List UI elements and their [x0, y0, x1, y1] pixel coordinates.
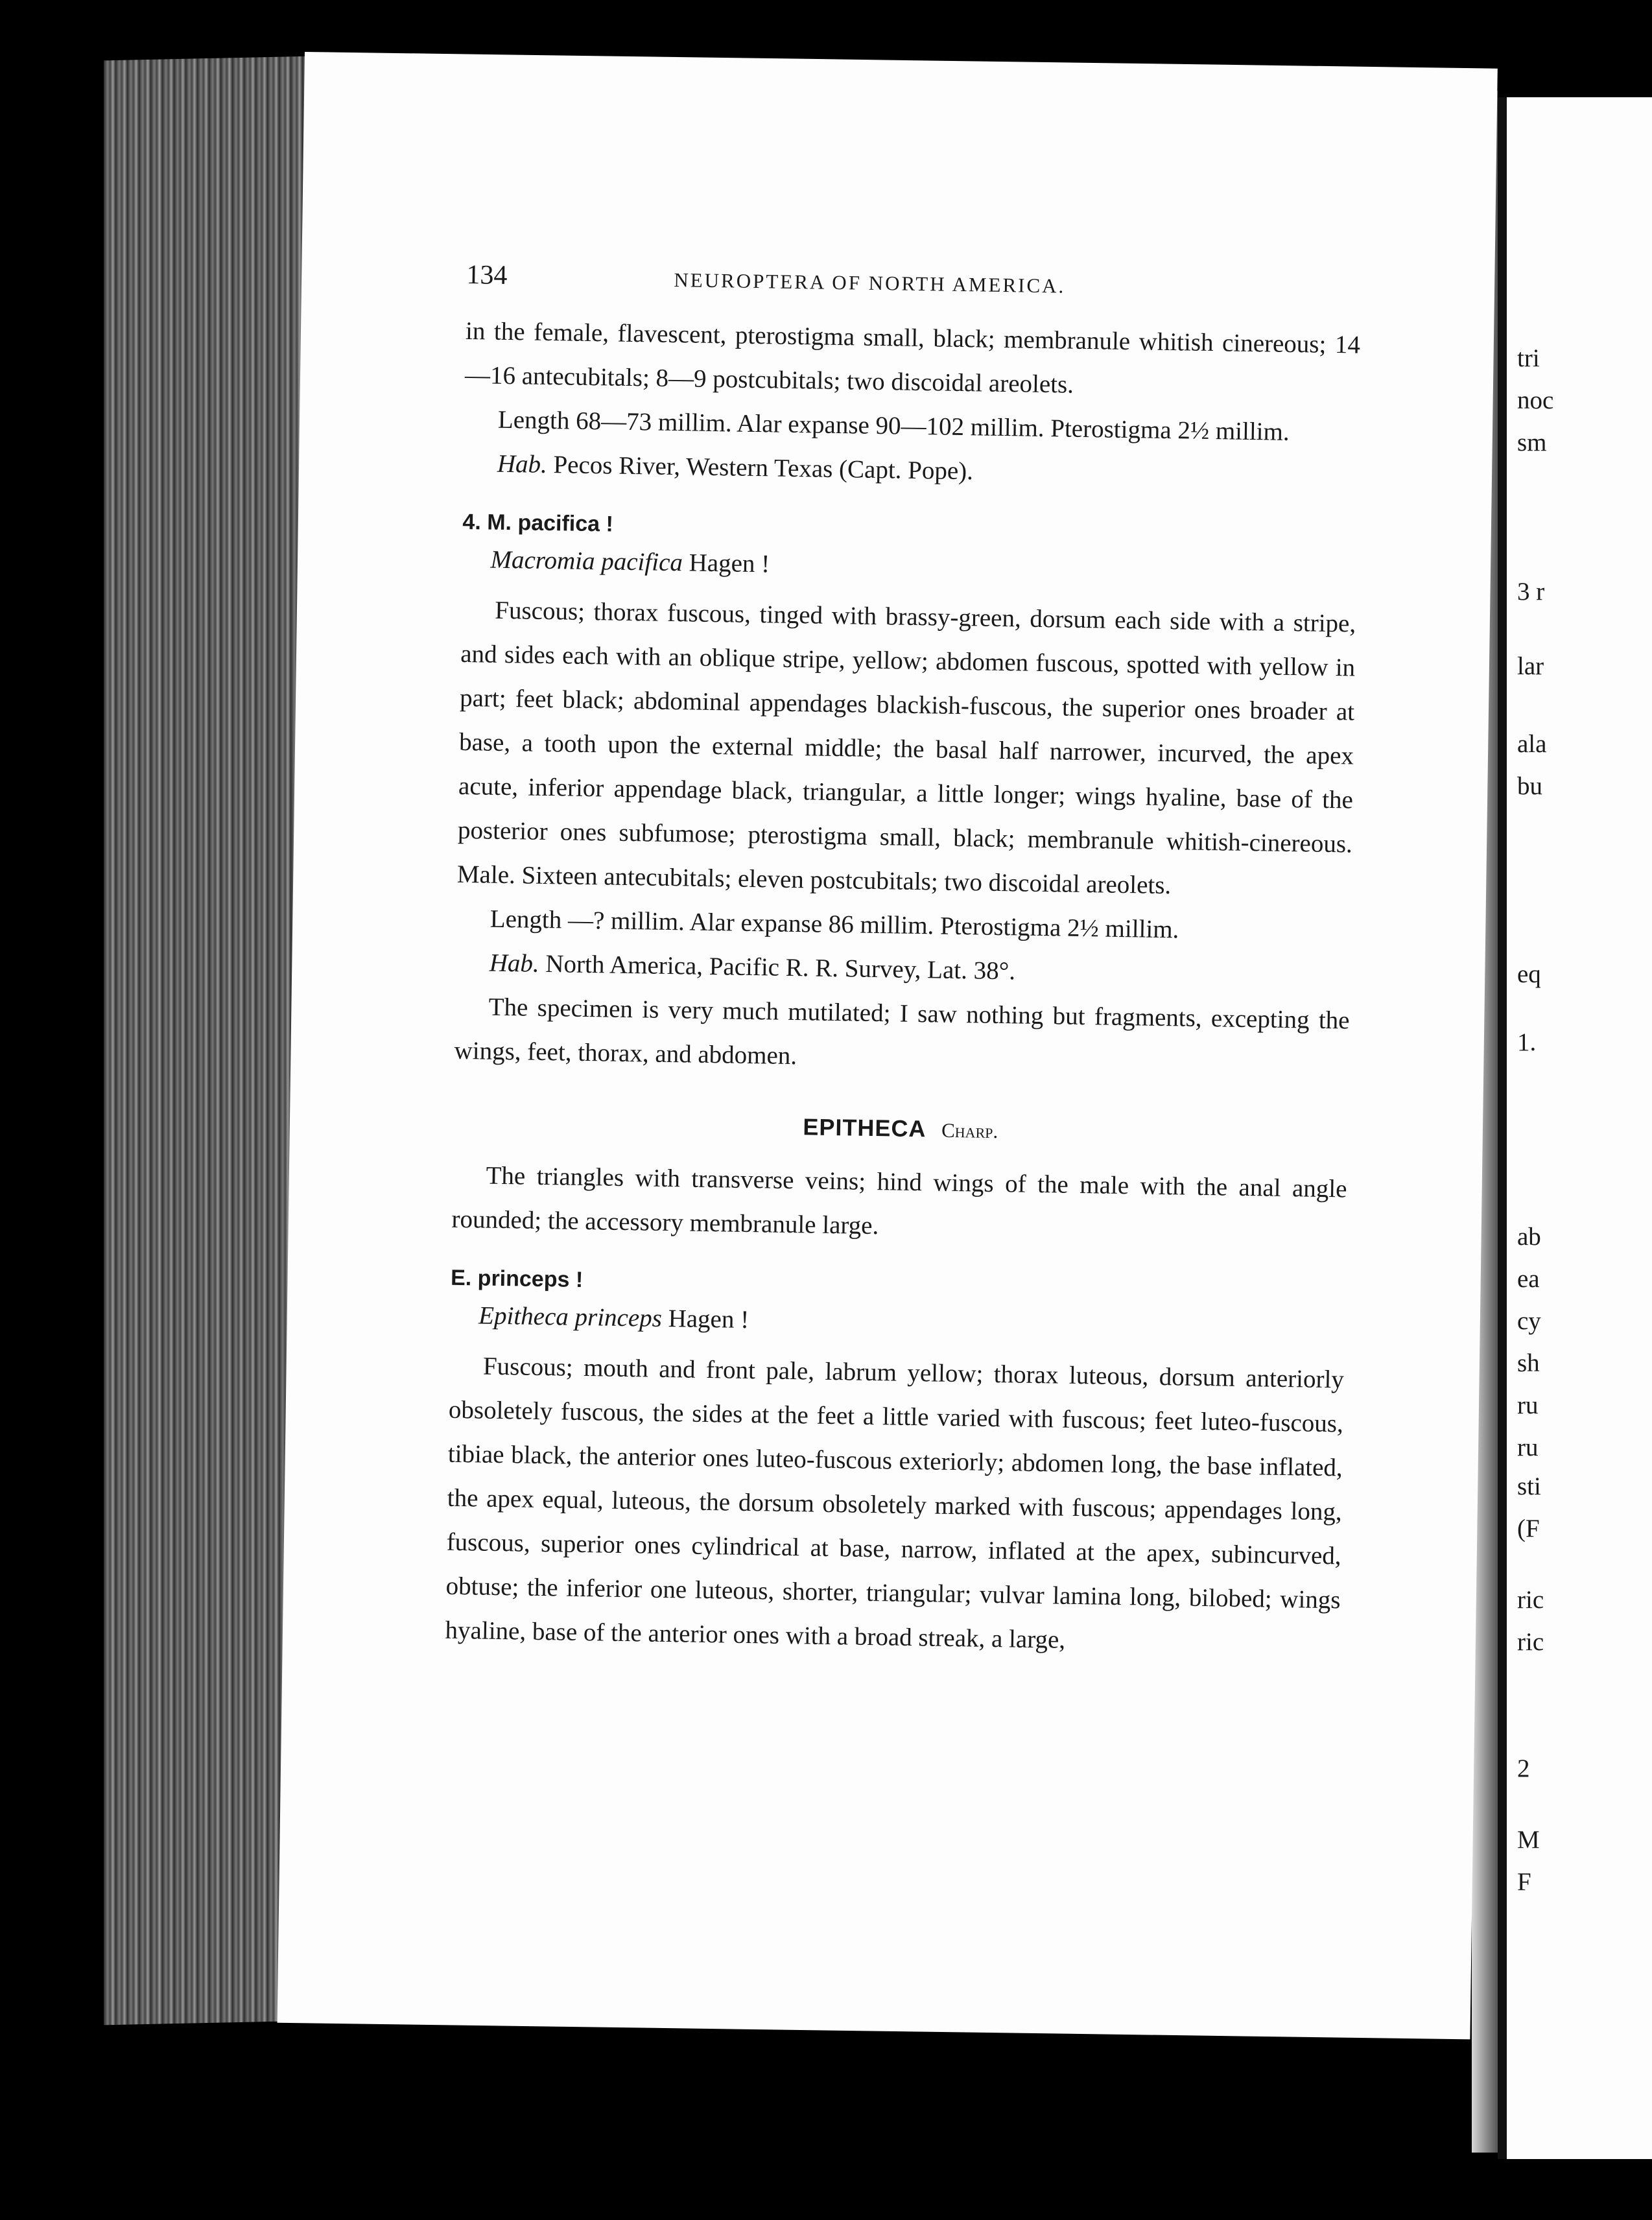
fragment-text: cy — [1517, 1307, 1541, 1335]
fragment-text: 2 — [1517, 1754, 1530, 1782]
fragment-text: F — [1517, 1868, 1531, 1896]
fragment-text: sh — [1517, 1349, 1540, 1377]
fragment-text: eq — [1517, 960, 1541, 988]
fragment-text: (F — [1517, 1515, 1540, 1542]
synonym-name: Macromia pacifica — [490, 545, 683, 577]
species-heading-princeps: E. princeps ! — [450, 1265, 584, 1293]
hab-text: Pecos River, Western Texas (Capt. Pope). — [553, 451, 974, 486]
fragment-text: bu — [1517, 772, 1542, 800]
fragment-text: ab — [1517, 1223, 1541, 1251]
fragment-text: tri — [1517, 344, 1540, 372]
hab-label: Hab. — [497, 449, 548, 478]
fragment-text: ric — [1517, 1586, 1544, 1614]
genus-description: The triangles with transverse veins; hind wings of the male with the anal angle rounded; the accessory membranule large. — [451, 1161, 1347, 1240]
fragment-text: M — [1517, 1826, 1540, 1854]
intro-length: Length 68—73 millim. Alar expanse 90—102 millim. Pterostigma 2½ millim. — [497, 405, 1290, 446]
fragment-text: sm — [1517, 429, 1547, 456]
fragment-text: noc — [1517, 386, 1554, 414]
genus-name: EPITHECA — [803, 1113, 926, 1142]
fragment-text: sti — [1517, 1472, 1541, 1500]
fragment-text: ea — [1517, 1265, 1540, 1293]
hab-text: North America, Pacific R. R. Survey, Lat. 38°. — [545, 950, 1016, 986]
page-number: 134 — [466, 259, 508, 290]
fragment-text: ala — [1517, 730, 1547, 758]
fragment-text: ru — [1517, 1434, 1539, 1461]
genus-author: Charp. — [941, 1118, 998, 1143]
fragment-text: lar — [1517, 652, 1544, 680]
fragment-text: 1. — [1517, 1028, 1537, 1056]
page-content — [445, 253, 1362, 1666]
fragment-text: ric — [1517, 1628, 1544, 1656]
book-fore-edge — [104, 56, 311, 2025]
species-heading-pacifica: 4. M. pacifica ! — [462, 509, 614, 537]
description-pacifica: Fuscous; thorax fuscous, tinged with brassy-green, dorsum each side with a stripe, and sides each with an oblique stripe, yellow; abdomen fuscous, spotted with yellow in part; feet black; abdominal appendages blackish-fuscous, the superior ones broader at base, a tooth upon the external middle; the basal half narrower, incurved, the apex acute, inferior appendage black, triangular, a little longer; wings hyaline, base of the posterior ones subfumose; pterostigma small, black; membranule whitish-cinereous. Male. Sixteen antecubitals; eleven postcubitals; two discoidal areolets. — [456, 596, 1356, 900]
note-pacifica: The specimen is very much mutilated; I saw nothing but fragments, excepting the wings, feet, thorax, and abdomen. — [454, 993, 1350, 1070]
fragment-text: 3 r — [1517, 578, 1545, 606]
description-princeps: Fuscous; mouth and front pale, labrum yellow; thorax luteous, dorsum anteriorly obsoletely fuscous, the sides at the feet a little varied with fuscous; feet luteo-fuscous, tibiae black, the anterior ones luteo-fuscous exteriorly; abdomen long, the base inflated, the apex equal, luteous, the dorsum obsoletely marked with fuscous; appendages long, fuscous, superior ones cylindrical at base, narrow, inflated at the apex, subincurved, obtuse; the inferior one luteous, shorter, triangular; vulvar lamina long, bilobed; wings hyaline, base of the anterior ones with a broad streak, a large, — [445, 1352, 1345, 1654]
hab-label: Hab. — [489, 949, 540, 978]
fragment-text: ru — [1517, 1391, 1539, 1419]
running-title: NEUROPTERA OF NORTH AMERICA. — [674, 268, 1066, 298]
synonym-author: Hagen ! — [689, 549, 770, 578]
intro-paragraph: in the female, flavescent, pterostigma small, black; membranule whitish cinereous; 14—16 antecubitals; 8—9 postcubitals; two discoidal areolets. — [464, 316, 1361, 399]
length-pacifica: Length —? millim. Alar expanse 86 millim. Pterostigma 2½ millim. — [490, 904, 1179, 944]
synonym-name: Epitheca princeps — [478, 1301, 663, 1332]
synonym-author: Hagen ! — [668, 1305, 749, 1334]
genus-heading — [453, 1099, 1348, 1160]
